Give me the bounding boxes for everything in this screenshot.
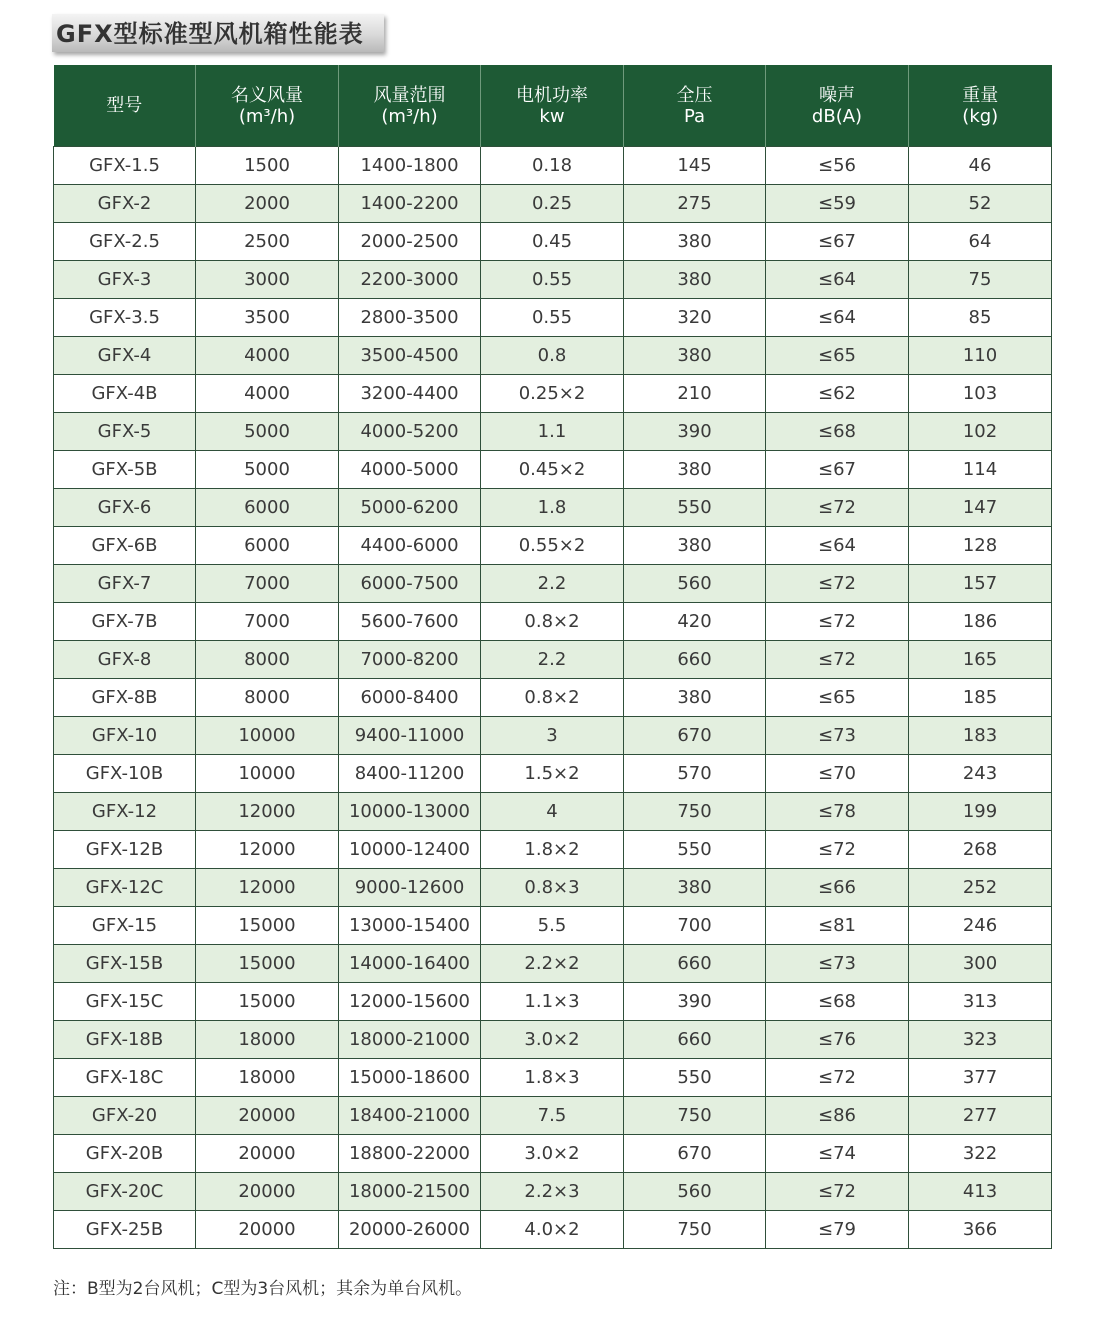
table-cell: ≤59 [766, 185, 909, 223]
table-row [54, 1173, 1052, 1211]
table-cell: 7000-8200 [339, 641, 481, 679]
table-cell: 6000 [196, 489, 339, 527]
table-cell: 14000-16400 [339, 945, 481, 983]
column-header-label: 型号 [106, 95, 143, 116]
table-cell: 660 [624, 1021, 766, 1059]
table-cell: 145 [624, 147, 766, 185]
column-header-unit: (m³/h) [381, 105, 438, 127]
table-cell: ≤64 [766, 299, 909, 337]
table-cell: 323 [909, 1021, 1052, 1059]
table-cell: 2500 [196, 223, 339, 261]
table-cell: 0.8×2 [481, 679, 624, 717]
table-cell: 8000 [196, 679, 339, 717]
table-cell: 8000 [196, 641, 339, 679]
table-cell: 20000 [196, 1211, 339, 1249]
table-cell: 1.1 [481, 413, 624, 451]
table-cell: 75 [909, 261, 1052, 299]
table-cell: 7000 [196, 603, 339, 641]
table-cell: 12000-15600 [339, 983, 481, 1021]
table-row [54, 755, 1052, 793]
table-cell: ≤70 [766, 755, 909, 793]
table-cell: GFX-4 [54, 337, 196, 375]
table-cell: ≤72 [766, 489, 909, 527]
table-cell: ≤68 [766, 413, 909, 451]
table-cell: 1.8×3 [481, 1059, 624, 1097]
table-cell: 550 [624, 489, 766, 527]
table-cell: 1.5×2 [481, 755, 624, 793]
table-cell: ≤72 [766, 1173, 909, 1211]
table-cell: 114 [909, 451, 1052, 489]
table-cell: 377 [909, 1059, 1052, 1097]
table-row [54, 1097, 1052, 1135]
table-row [54, 793, 1052, 831]
table-row [54, 375, 1052, 413]
table-cell: 10000-12400 [339, 831, 481, 869]
table-row [54, 565, 1052, 603]
table-cell: 0.18 [481, 147, 624, 185]
table-cell: GFX-18C [54, 1059, 196, 1097]
table-cell: GFX-15C [54, 983, 196, 1021]
column-header [339, 65, 481, 147]
table-cell: ≤72 [766, 831, 909, 869]
table-cell: 157 [909, 565, 1052, 603]
table-cell: 660 [624, 641, 766, 679]
table-cell: 0.8×2 [481, 603, 624, 641]
column-header-unit: Pa [683, 105, 706, 127]
table-cell: 6000 [196, 527, 339, 565]
table-cell: 1400-2200 [339, 185, 481, 223]
table-cell: 12000 [196, 831, 339, 869]
table-header-row [54, 65, 1052, 147]
table-cell: 670 [624, 717, 766, 755]
column-header [481, 65, 624, 147]
table-cell: 18000-21500 [339, 1173, 481, 1211]
table-cell: GFX-25B [54, 1211, 196, 1249]
table-cell: ≤74 [766, 1135, 909, 1173]
table-cell: 750 [624, 793, 766, 831]
table-cell: 7000 [196, 565, 339, 603]
performance-table [53, 65, 1052, 1249]
table-cell: 322 [909, 1135, 1052, 1173]
table-cell: 15000-18600 [339, 1059, 481, 1097]
table-cell: 4 [481, 793, 624, 831]
table-cell: 20000 [196, 1173, 339, 1211]
table-cell: 560 [624, 565, 766, 603]
table-cell: 4000-5000 [339, 451, 481, 489]
table-cell: GFX-2.5 [54, 223, 196, 261]
table-cell: ≤72 [766, 641, 909, 679]
table-cell: ≤76 [766, 1021, 909, 1059]
column-header [196, 65, 339, 147]
table-row [54, 489, 1052, 527]
table-cell: 5000 [196, 451, 339, 489]
table-cell: 560 [624, 1173, 766, 1211]
table-cell: 1400-1800 [339, 147, 481, 185]
table-row [54, 1021, 1052, 1059]
table-row [54, 1059, 1052, 1097]
table-cell: GFX-3 [54, 261, 196, 299]
table-cell: GFX-7B [54, 603, 196, 641]
table-cell: 4000-5200 [339, 413, 481, 451]
table-cell: GFX-2 [54, 185, 196, 223]
table-cell: 1500 [196, 147, 339, 185]
table-row [54, 1211, 1052, 1249]
table-cell: 550 [624, 1059, 766, 1097]
table-cell: 6000-7500 [339, 565, 481, 603]
table-cell: 9000-12600 [339, 869, 481, 907]
table-row [54, 907, 1052, 945]
table-cell: 12000 [196, 869, 339, 907]
table-cell: 18400-21000 [339, 1097, 481, 1135]
table-cell: 380 [624, 261, 766, 299]
table-cell: 380 [624, 451, 766, 489]
table-cell: GFX-20C [54, 1173, 196, 1211]
table-cell: 420 [624, 603, 766, 641]
table-cell: 10000 [196, 755, 339, 793]
table-body [54, 147, 1052, 1249]
table-cell: ≤56 [766, 147, 909, 185]
table-cell: 20000 [196, 1135, 339, 1173]
table-cell: ≤65 [766, 337, 909, 375]
table-cell: 110 [909, 337, 1052, 375]
table-cell: ≤62 [766, 375, 909, 413]
table-cell: 6000-8400 [339, 679, 481, 717]
table-cell: 18000-21000 [339, 1021, 481, 1059]
table-cell: 5000 [196, 413, 339, 451]
table-cell: 85 [909, 299, 1052, 337]
table-cell: 366 [909, 1211, 1052, 1249]
table-cell: ≤72 [766, 603, 909, 641]
table-cell: 20000 [196, 1097, 339, 1135]
table-cell: ≤73 [766, 717, 909, 755]
table-cell: GFX-3.5 [54, 299, 196, 337]
table-cell: ≤78 [766, 793, 909, 831]
table-cell: 3.0×2 [481, 1135, 624, 1173]
table-cell: 3200-4400 [339, 375, 481, 413]
table-row [54, 147, 1052, 185]
table-cell: 3000 [196, 261, 339, 299]
table-cell: 210 [624, 375, 766, 413]
table-cell: 2200-3000 [339, 261, 481, 299]
table-row [54, 223, 1052, 261]
table-cell: 13000-15400 [339, 907, 481, 945]
table-cell: GFX-12B [54, 831, 196, 869]
table-cell: 550 [624, 831, 766, 869]
table-cell: 2.2×2 [481, 945, 624, 983]
table-cell: 183 [909, 717, 1052, 755]
table-cell: 0.55 [481, 299, 624, 337]
table-cell: GFX-5 [54, 413, 196, 451]
table-row [54, 337, 1052, 375]
table-cell: GFX-15B [54, 945, 196, 983]
table-cell: 4000 [196, 375, 339, 413]
table-cell: 128 [909, 527, 1052, 565]
table-cell: GFX-10B [54, 755, 196, 793]
table-cell: ≤86 [766, 1097, 909, 1135]
table-cell: 300 [909, 945, 1052, 983]
table-cell: 18000 [196, 1059, 339, 1097]
table-cell: GFX-8B [54, 679, 196, 717]
table-cell: 15000 [196, 945, 339, 983]
table-cell: 0.55×2 [481, 527, 624, 565]
table-cell: 2.2 [481, 641, 624, 679]
table-cell: GFX-20 [54, 1097, 196, 1135]
table-cell: ≤64 [766, 527, 909, 565]
table-cell: 3.0×2 [481, 1021, 624, 1059]
table-cell: 2.2×3 [481, 1173, 624, 1211]
table-cell: GFX-20B [54, 1135, 196, 1173]
table-row [54, 831, 1052, 869]
table-cell: 380 [624, 679, 766, 717]
table-cell: 103 [909, 375, 1052, 413]
column-header-unit: kw [539, 105, 565, 127]
column-header-label: 全压 [676, 84, 713, 106]
table-cell: ≤73 [766, 945, 909, 983]
table-cell: 186 [909, 603, 1052, 641]
table-cell: 380 [624, 527, 766, 565]
column-header-unit: (kg) [962, 105, 999, 127]
table-cell: 660 [624, 945, 766, 983]
table-cell: 390 [624, 983, 766, 1021]
table-cell: 0.8 [481, 337, 624, 375]
table-cell: GFX-12C [54, 869, 196, 907]
table-cell: 1.8 [481, 489, 624, 527]
table-cell: GFX-6B [54, 527, 196, 565]
table-cell: 320 [624, 299, 766, 337]
table-cell: ≤68 [766, 983, 909, 1021]
column-header [766, 65, 909, 147]
table-cell: 0.45 [481, 223, 624, 261]
table-cell: 7.5 [481, 1097, 624, 1135]
table-cell: 165 [909, 641, 1052, 679]
table-cell: 3500 [196, 299, 339, 337]
table-cell: 277 [909, 1097, 1052, 1135]
table-cell: 199 [909, 793, 1052, 831]
column-header-unit: dB(A) [811, 105, 863, 127]
column-header [909, 65, 1052, 147]
column-header-label: 名义风量 [231, 84, 303, 106]
table-cell: GFX-4B [54, 375, 196, 413]
table-cell: 2.2 [481, 565, 624, 603]
table-cell: ≤72 [766, 565, 909, 603]
table-cell: 1.1×3 [481, 983, 624, 1021]
table-cell: 10000 [196, 717, 339, 755]
table-row [54, 185, 1052, 223]
table-cell: 15000 [196, 983, 339, 1021]
table-row [54, 679, 1052, 717]
table-cell: 147 [909, 489, 1052, 527]
table-cell: ≤67 [766, 223, 909, 261]
table-cell: 2000 [196, 185, 339, 223]
table-cell: 1.8×2 [481, 831, 624, 869]
table-row [54, 413, 1052, 451]
table-cell: 0.25 [481, 185, 624, 223]
table-cell: ≤65 [766, 679, 909, 717]
table-cell: 380 [624, 869, 766, 907]
table-cell: GFX-7 [54, 565, 196, 603]
table-cell: 4000 [196, 337, 339, 375]
table-cell: 10000-13000 [339, 793, 481, 831]
table-row [54, 451, 1052, 489]
table-cell: 2800-3500 [339, 299, 481, 337]
table-cell: ≤72 [766, 1059, 909, 1097]
table-cell: 275 [624, 185, 766, 223]
table-cell: 0.55 [481, 261, 624, 299]
table-cell: 18800-22000 [339, 1135, 481, 1173]
table-cell: GFX-6 [54, 489, 196, 527]
column-header-label: 电机功率 [516, 84, 588, 106]
table-cell: 5600-7600 [339, 603, 481, 641]
table-cell: ≤67 [766, 451, 909, 489]
table-cell: 5000-6200 [339, 489, 481, 527]
table-cell: 413 [909, 1173, 1052, 1211]
table-row [54, 603, 1052, 641]
table-cell: 0.45×2 [481, 451, 624, 489]
table-cell: 380 [624, 223, 766, 261]
table-cell: ≤66 [766, 869, 909, 907]
table-cell: 102 [909, 413, 1052, 451]
table-cell: ≤64 [766, 261, 909, 299]
table-row [54, 527, 1052, 565]
table-cell: ≤81 [766, 907, 909, 945]
table-row [54, 299, 1052, 337]
table-row [54, 945, 1052, 983]
table-cell: 380 [624, 337, 766, 375]
table-row [54, 641, 1052, 679]
table-cell: GFX-12 [54, 793, 196, 831]
table-row [54, 1135, 1052, 1173]
table-cell: 750 [624, 1211, 766, 1249]
table-cell: 2000-2500 [339, 223, 481, 261]
table-cell: 570 [624, 755, 766, 793]
table-cell: 5.5 [481, 907, 624, 945]
column-header-unit: (m³/h) [238, 105, 296, 127]
table-cell: GFX-15 [54, 907, 196, 945]
table-cell: 8400-11200 [339, 755, 481, 793]
table-cell: ≤79 [766, 1211, 909, 1249]
table-cell: GFX-5B [54, 451, 196, 489]
table-cell: 46 [909, 147, 1052, 185]
table-cell: 4.0×2 [481, 1211, 624, 1249]
table-cell: GFX-1.5 [54, 147, 196, 185]
table-cell: 12000 [196, 793, 339, 831]
table-cell: 0.8×3 [481, 869, 624, 907]
table-cell: 52 [909, 185, 1052, 223]
table-cell: GFX-8 [54, 641, 196, 679]
column-header [624, 65, 766, 147]
table-row [54, 717, 1052, 755]
table-cell: 700 [624, 907, 766, 945]
table-cell: 313 [909, 983, 1052, 1021]
table-cell: 18000 [196, 1021, 339, 1059]
table-row [54, 869, 1052, 907]
table-cell: 3500-4500 [339, 337, 481, 375]
table-cell: 750 [624, 1097, 766, 1135]
table-row [54, 261, 1052, 299]
table-cell: 3 [481, 717, 624, 755]
column-header-label: 重量 [962, 84, 999, 106]
table-cell: 9400-11000 [339, 717, 481, 755]
table-cell: 64 [909, 223, 1052, 261]
table-cell: GFX-18B [54, 1021, 196, 1059]
table-cell: 252 [909, 869, 1052, 907]
table-cell: 4400-6000 [339, 527, 481, 565]
table-cell: 185 [909, 679, 1052, 717]
column-header-label: 噪声 [819, 84, 855, 106]
table-cell: 670 [624, 1135, 766, 1173]
table-cell: 268 [909, 831, 1052, 869]
table-cell: 243 [909, 755, 1052, 793]
table-cell: 390 [624, 413, 766, 451]
table-cell: 246 [909, 907, 1052, 945]
page-title: GFX型标准型风机箱性能表 [56, 20, 364, 48]
table-cell: GFX-10 [54, 717, 196, 755]
table-cell: 0.25×2 [481, 375, 624, 413]
table-cell: 15000 [196, 907, 339, 945]
table-row [54, 983, 1052, 1021]
footnote: 注：B型为2台风机；C型为3台风机；其余为单台风机。 [53, 1279, 473, 1299]
table-cell: 20000-26000 [339, 1211, 481, 1249]
column-header [54, 65, 196, 147]
column-header-label: 风量范围 [373, 84, 446, 106]
